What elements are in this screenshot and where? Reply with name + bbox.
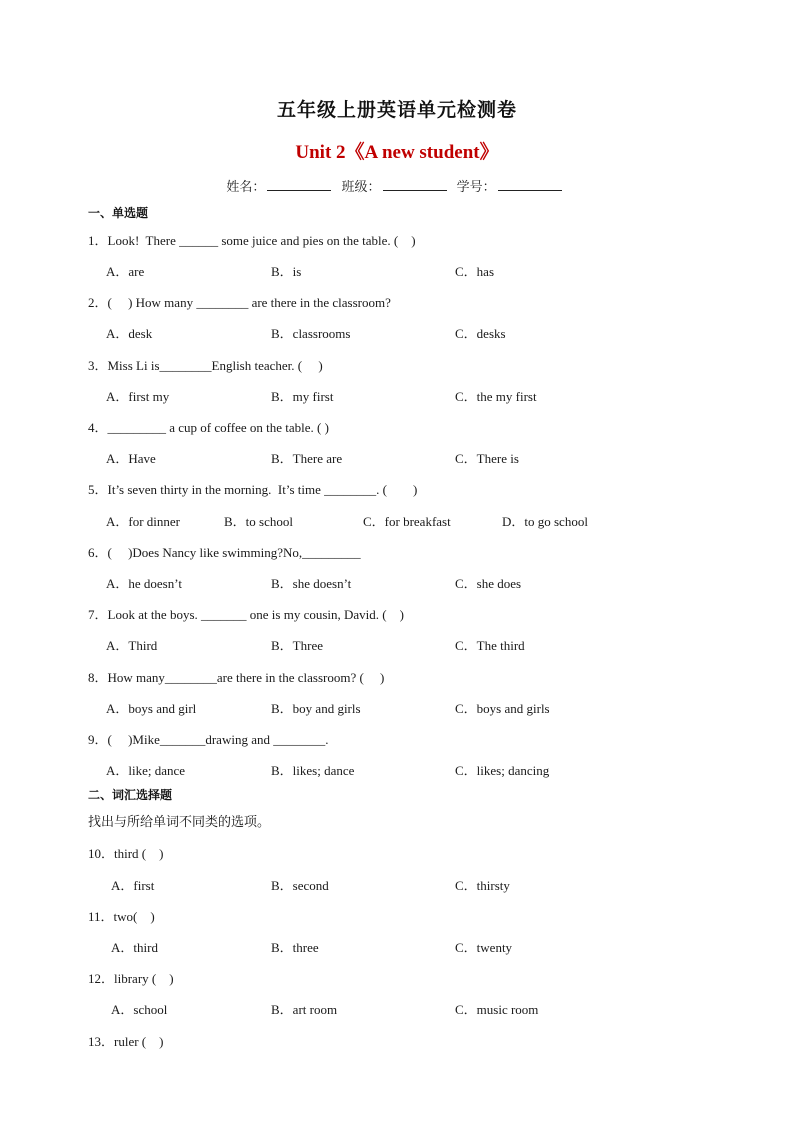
student-info-line [0,176,794,195]
q9-option-c[interactable]: C．likes; dancing [455,763,550,778]
question-10: 10．third ( ) [88,846,164,861]
question-6: 6．( )Does Nancy like swimming?No,_________ [88,545,361,560]
question-3: 3．Miss Li is________English teacher. ( ) [88,358,323,373]
q4-option-c[interactable]: C．There is [455,451,519,466]
q5-option-d[interactable]: D．to go school [502,514,588,529]
q12-option-a[interactable]: A．school [111,1002,168,1017]
section-title-single-choice: 一、单选题 [88,206,149,220]
q8-option-c[interactable]: C．boys and girls [455,701,550,716]
number-label: 学号： [456,180,496,195]
q3-option-b[interactable]: B．my first [271,389,334,404]
question-4: 4．_________ a cup of coffee on the table. ( ) [88,420,329,435]
name-label: 姓名： [226,180,266,195]
class-label: 班级： [341,180,381,195]
question-12: 12．library ( ) [88,971,174,986]
q8-option-a[interactable]: A．boys and girl [106,701,197,716]
q6-option-b[interactable]: B．she doesn’t [271,576,352,591]
q10-option-a[interactable]: A．first [111,878,155,893]
name-blank[interactable] [267,178,331,191]
q7-option-c[interactable]: C．The third [455,638,525,653]
question-1: 1．Look! There ______ some juice and pies on the table. ( ) [88,233,416,248]
q1-option-c[interactable]: C．has [455,264,495,279]
q9-option-a[interactable]: A．like; dance [106,763,186,778]
q6-option-c[interactable]: C．she does [455,576,522,591]
question-11: 11．two( ) [88,909,155,924]
unit-subtitle: Unit 2《A new student》 [295,142,499,163]
q5-option-b[interactable]: B．to school [224,514,293,529]
q11-option-c[interactable]: C．twenty [455,940,513,955]
question-2: 2．( ) How many ________ are there in the classroom? [88,295,391,310]
question-9: 9．( )Mike_______drawing and ________. [88,732,329,747]
q11-option-b[interactable]: B．three [271,940,319,955]
question-7: 7．Look at the boys. _______ one is my cousin, David. ( ) [88,607,404,622]
question-8: 8．How many________are there in the classroom? ( ) [88,670,385,685]
q12-option-c[interactable]: C．music room [455,1002,539,1017]
q1-option-a[interactable]: A．are [106,264,145,279]
q1-option-b[interactable]: B．is [271,264,302,279]
q6-option-a[interactable]: A．he doesn’t [106,576,182,591]
q3-option-c[interactable]: C．the my first [455,389,537,404]
q5-option-c[interactable]: C．for breakfast [363,514,451,529]
section-title-vocabulary: 二、词汇选择题 [88,788,173,802]
q2-option-b[interactable]: B．classrooms [271,326,351,341]
q10-option-b[interactable]: B．second [271,878,329,893]
q7-option-b[interactable]: B．Three [271,638,323,653]
page-title: 五年级上册英语单元检测卷 [276,99,517,121]
q4-option-b[interactable]: B．There are [271,451,343,466]
number-blank[interactable] [498,178,562,191]
q3-option-a[interactable]: A．first my [106,389,170,404]
question-13: 13．ruler ( ) [88,1034,164,1049]
q2-option-c[interactable]: C．desks [455,326,506,341]
q2-option-a[interactable]: A．desk [106,326,153,341]
q4-option-a[interactable]: A．Have [106,451,156,466]
q5-option-a[interactable]: A．for dinner [106,514,181,529]
q7-option-a[interactable]: A．Third [106,638,158,653]
question-5: 5．It’s seven thirty in the morning. It’s time ________. ( ) [88,482,418,497]
q10-option-c[interactable]: C．thirsty [455,878,510,893]
q11-option-a[interactable]: A．third [111,940,158,955]
q12-option-b[interactable]: B．art room [271,1002,338,1017]
q9-option-b[interactable]: B．likes; dance [271,763,355,778]
q8-option-b[interactable]: B．boy and girls [271,701,361,716]
section-instruction: 找出与所给单词不同类的选项。 [88,815,271,830]
class-blank[interactable] [383,178,447,191]
